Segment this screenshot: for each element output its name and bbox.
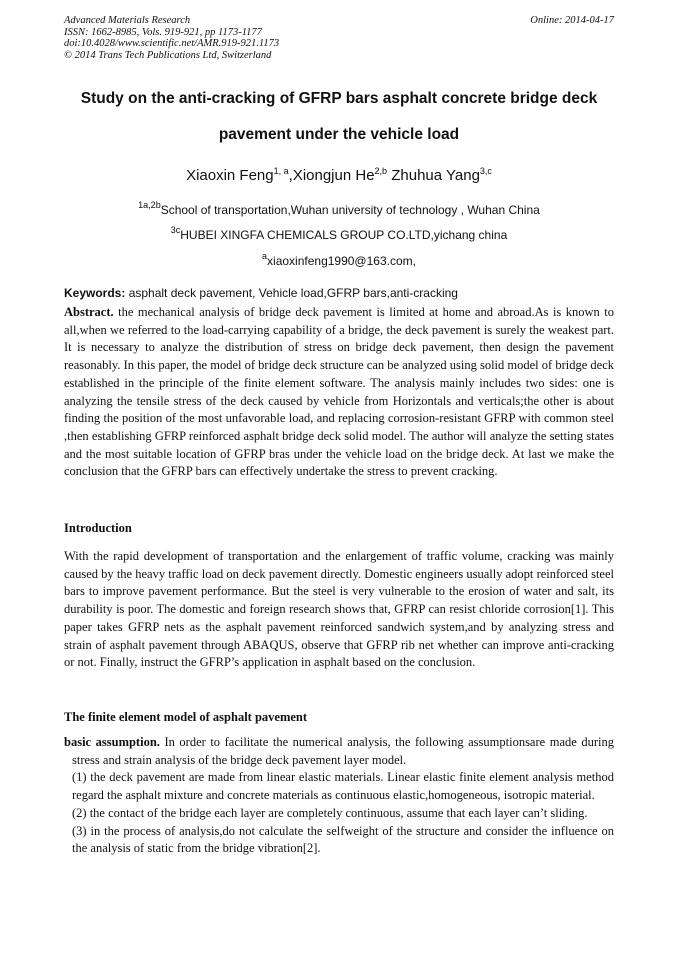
author-name: Zhuhua Yang bbox=[387, 167, 480, 184]
abstract-label: Abstract. bbox=[64, 305, 114, 319]
keywords-label: Keywords: bbox=[64, 286, 126, 300]
paper-title-line2: pavement under the vehicle load bbox=[218, 126, 460, 143]
assumption-label: basic assumption. bbox=[64, 735, 160, 749]
paper-title-line1: Study on the anti-cracking of GFRP bars asphalt concrete bridge deck bbox=[80, 90, 598, 107]
affiliation-text: HUBEI XINGFA CHEMICALS GROUP CO.LTD,yichang china bbox=[180, 228, 508, 242]
email-superscript: a bbox=[262, 251, 268, 261]
journal-name: Advanced Materials Research bbox=[64, 15, 191, 26]
doi-line: doi:10.4028/www.scientific.net/AMR.919-921.1173 bbox=[64, 38, 280, 50]
section-heading-introduction: Introduction bbox=[64, 521, 132, 535]
keywords-line bbox=[64, 286, 624, 300]
section-heading-fem: The finite element model of asphalt pavement bbox=[64, 710, 308, 724]
copyright-line: © 2014 Trans Tech Publications Ltd, Switzerland bbox=[64, 49, 272, 61]
introduction-paragraph: With the rapid development of transportation and the enlargement of traffic volume, cracking was mainly caused by the heavy traffic load on deck pavement directly. Domestic engineers usually adopt reinforced steel bars to improve pavement performance. But the steel is very vulnerable to the erosion of water and salt, its durability is poor. The domestic and foreign research shows that, GFRP can resist chloride corrosion[1]. This paper takes GFRP nets as the asphalt pavement reinforced sandwich system,and by analyzing stress and strain of asphalt pavement through ABAQUS, observe that GFRP rib net whether can improve anti-cracking or not. Finally, instruct the GFRP’s application in asphalt based on the conclusion. bbox=[64, 549, 614, 670]
author-superscript: 3,c bbox=[479, 166, 492, 176]
assumption-intro bbox=[64, 734, 614, 769]
affiliation-superscript: 1a,2b bbox=[138, 200, 161, 210]
affiliation-text: School of transportation,Wuhan university of technology , Wuhan China bbox=[160, 203, 540, 217]
assumptions-block bbox=[64, 734, 614, 858]
author-superscript: 2,b bbox=[374, 166, 388, 176]
abstract-text: the mechanical analysis of bridge deck pavement is limited at home and abroad.As is known to all,when we referred to the load-carrying capability of a bridge, the deck pavement is surely the weakest part. It is necessary to analyze the distribution of stress on bridge deck pavement, then design the pavement reasonably. In this paper, the model of bridge deck structure can be analyzed using solid model of bridge deck established in the principle of the finite element software. The analysis mainly includes two sides: one is analyzing the tensile stress of the deck caused by vehicle from Horizontals and verticals;the other is about finding the position of the most unfavorable load, and replacing corrosion-resistant GFRP with common steel ,then establishing GFRP reinforced asphalt bridge deck solid model. The author will analyze the setting states and the most suitable location of GFRP bras under the vehicle load on the bridge deck. At last we make the conclusion that the GFRP bars can effectively undertake the stress to prevent cracking. bbox=[64, 305, 614, 479]
keywords-text: asphalt deck pavement, Vehicle load,GFRP bars,anti-cracking bbox=[125, 286, 458, 300]
assumption-intro-text: In order to facilitate the numerical analysis, the following assumptionsare made during stress and strain analysis of the bridge deck pavement layer model. bbox=[72, 735, 614, 767]
assumption-item-3: (3) in the process of analysis,do not calculate the selfweight of the structure and consider the influence on the analysis of static from the bridge vibration[2]. bbox=[72, 823, 614, 856]
assumption-item-2: (2) the contact of the bridge each layer are completely continuous, assume that each layer can’t sliding. bbox=[72, 805, 588, 820]
affiliation-1 bbox=[0, 200, 678, 217]
online-date: Online: 2014-04-17 bbox=[530, 15, 614, 26]
author-name: Xiongjun He bbox=[292, 167, 375, 184]
affiliation-2 bbox=[0, 225, 678, 242]
author-superscript: 1, a bbox=[273, 166, 289, 176]
assumption-item-1: (1) the deck pavement are made from linear elastic materials. Linear elastic finite element analysis method regard the asphalt mixture and concrete materials as continuous elastic,homogeneous, isotropic material. bbox=[72, 770, 614, 803]
author-list bbox=[0, 167, 678, 184]
issn-line: ISSN: 1662-8985, Vols. 919-921, pp 1173-1177 bbox=[64, 26, 262, 38]
journal-header bbox=[64, 15, 279, 61]
affiliation-superscript: 3c bbox=[170, 225, 181, 235]
abstract-paragraph bbox=[64, 304, 614, 481]
email-text: xiaoxinfeng1990@163.com, bbox=[267, 254, 416, 268]
author-separator: , bbox=[288, 167, 293, 184]
author-name: Xiaoxin Feng bbox=[186, 167, 274, 184]
author-email bbox=[0, 251, 678, 268]
